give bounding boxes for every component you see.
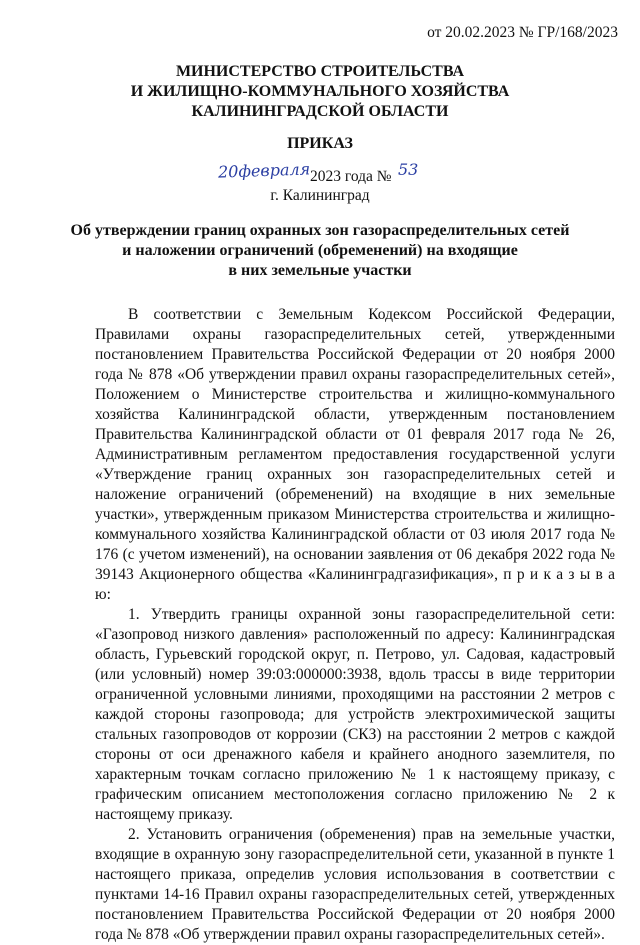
document-title xyxy=(0,221,640,281)
handwritten-date: 20февраля xyxy=(217,159,311,182)
preamble-paragraph: В соответствии с Земельным Кодексом Российской Федерации, Правилами охраны газораспределительных сетей, утвержденными постановлением Правительства Российской Федерации от 20 ноября 2000 года № 878 «Об утверждении правил охраны газораспределительных сетей», Положением о Министерстве строительства и жилищно-коммунального хозяйства Калининградской области, утвержденным постановлением Правительства Калининградской области от 01 февраля 2017 года № 26, Административным регламентом предоставления государственной услуги «Утверждение границ охранных зон газораспределительных сетей и наложение ограничений (обременений) на входящие в них земельные участки», утвержденным приказом Министерства строительства и жилищно-коммунального хозяйства Калининградской области от 03 июля 2017 года № 176 (с учетом изменений), на основании заявления от 06 декабря 2022 года № 39143 Акционерного общества «Калининградгазификация», п р и к а з ы в а ю: xyxy=(95,306,615,603)
document-reference: от 20.02.2023 № ГР/168/2023 xyxy=(427,24,618,41)
ministry-line: И ЖИЛИЩНО-КОММУНАЛЬНОГО ХОЗЯЙСТВА xyxy=(130,83,510,100)
ministry-name xyxy=(0,62,640,122)
title-line: Об утверждении границ охранных зон газораспределительных сетей xyxy=(70,222,570,239)
title-line: и наложении ограничений (обременений) на входящие xyxy=(122,242,518,259)
ministry-line: МИНИСТЕРСТВО СТРОИТЕЛЬСТВА xyxy=(175,63,465,80)
date-line xyxy=(214,168,392,186)
document-body xyxy=(95,305,615,945)
title-line: в них земельные участки xyxy=(228,262,412,279)
city: г. Калининград xyxy=(270,187,370,204)
order-item-1: 1. Утвердить границы охранной зоны газораспределительной сети: «Газопровод низкого давления» расположенный по адресу: Калининградская область, Гурьевский городской округ, п. Петрово, ул. Садовая, кадастровый (или условный) номер 39:03:000000:3938, вдоль трассы в виде территории ограниченной условными линиями, проходящими на расстоянии 2 метров с каждой стороны газопровода; для устройств электрохимической защиты стальных газопроводов от коррозии (СКЗ) на расстоянии 2 метров с каждой стороны от оси дренажного кабеля и крайнего анодного заземлителя, по характерным точкам согласно приложению № 1 к настоящему приказу, с графическим описанием местоположения согласно приложению № 2 к настоящему приказу. xyxy=(95,606,615,823)
ministry-line: КАЛИНИНГРАДСКОЙ ОБЛАСТИ xyxy=(191,103,449,120)
order-item-2: 2. Установить ограничения (обременения) прав на земельные участки, входящие в охранную зону газораспределительной сети, указанной в пункте 1 настоящего приказа, определив условия использования в соответствии с пунктами 14-16 Правил охраны газораспределительных сетей, утвержденных постановлением Правительства Российской Федерации от 20 ноября 2000 года № 878 «Об утверждении правил охраны газораспределительных сетей». xyxy=(95,826,615,943)
printed-date: 2023 года № xyxy=(310,168,392,185)
document-type: ПРИКАЗ xyxy=(287,135,353,152)
handwritten-number: 53 xyxy=(398,160,419,179)
